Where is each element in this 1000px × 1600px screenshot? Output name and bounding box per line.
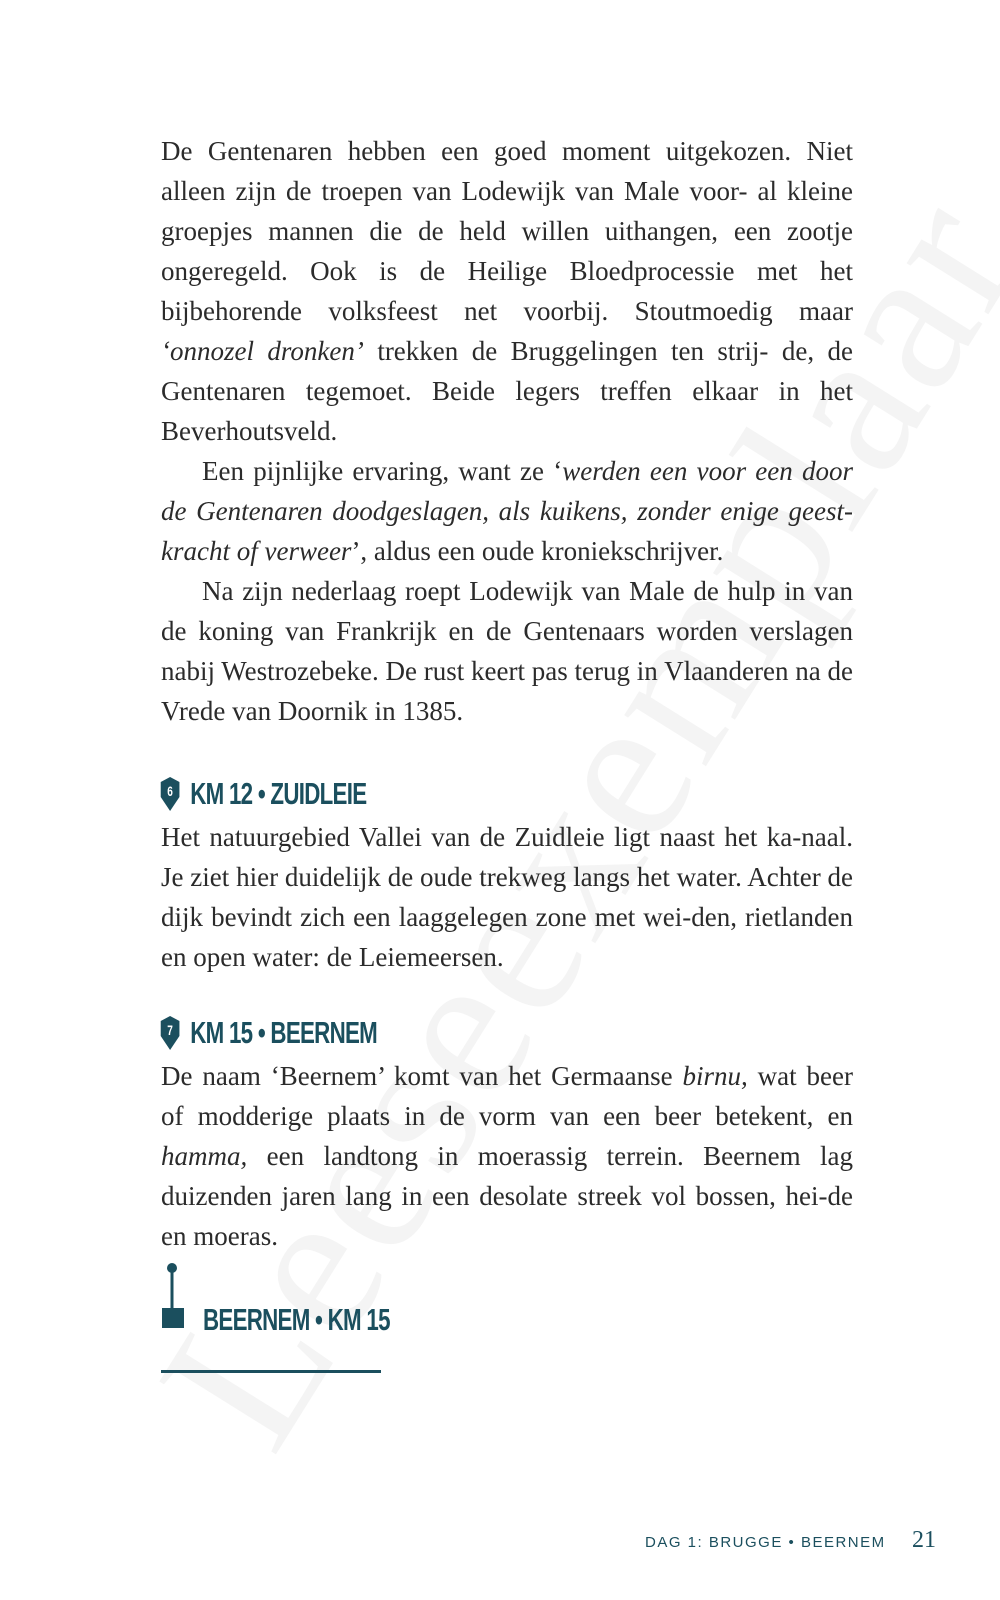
p1-maar: maar (799, 296, 853, 326)
text-start: De naam ‘Beernem’ komt van het Germaanse (161, 1061, 683, 1091)
p1-quote: ‘onnozel dronken’ (161, 336, 364, 366)
p1-after-quote: trekken de Bruggelingen ten strij- (363, 336, 769, 366)
text-mid: wat beer of modderige plaats in de vorm van een beer betekent, en (161, 1061, 853, 1131)
p2-end: ’, aldus een oude kroniekschrijver. (351, 536, 724, 566)
page-number: 21 (912, 1527, 936, 1553)
paragraph-3: Na zijn nederlaag roept Lodewijk van Male de hulp in van de koning van Frankrijk en de Gentenaars worden verslagen nabij Westrozebeke. De rust keert pas terug in Vlaanderen na de Vrede van Doornik in 1385. (161, 576, 853, 726)
section-heading-6 (160, 774, 366, 814)
p1-line: De Gentenaren hebben een goed moment uitgekozen. (161, 136, 792, 166)
text-end: een landtong in moerassig terrein. Beernem lag duizenden jaren lang in een desolate streek vol bossen, hei-de en moeras. (161, 1141, 853, 1251)
running-footer: DAG 1: BRUGGE • BEERNEM (645, 1534, 886, 1551)
route-underline-divider (161, 1370, 381, 1373)
paragraph: Het natuurgebied Vallei van de Zuidleie ligt naast het ka-naal. Je ziet hier duidelijk de oude trekweg langs het water. Achter de dijk bevindt zich een laaggelegen zone met wei-den, rietlanden en open water: de Leiemeersen. (161, 822, 853, 972)
p1-line: een zootje ongeregeld. Ook is de Heilige Bloedprocessie (161, 216, 853, 286)
p1-line: Niet alleen zijn de troepen van Lodewijk van Male voor- (161, 136, 854, 206)
route-end-marker-icon (160, 1262, 186, 1332)
section-6-text (161, 817, 853, 977)
p1-line: de, de Gentenaren tegemoet. Beide legers treffen elkaar in (161, 336, 854, 406)
paragraph (161, 1056, 853, 1256)
p1-line: al kleine groepjes mannen die de held willen uithangen, (161, 176, 853, 246)
p1-line: met het bijbehorende volksfeest net voorbij. Stoutmoedig (161, 256, 854, 326)
paragraph-1 (161, 131, 853, 451)
p2-quote: werden een voor een door de Gentenaren doodgeslagen, als kuikens, zonder enige geest-kracht of verweer (161, 456, 853, 566)
section-heading-7 (160, 1013, 377, 1053)
p2-start: Een pijnlijke ervaring, want ze ‘ (202, 456, 563, 486)
paragraph-2 (161, 451, 853, 571)
italic-term: hamma, (161, 1141, 248, 1171)
section-7-text (161, 1056, 853, 1256)
body-text-block (161, 131, 853, 731)
badge-number: 6 (167, 783, 173, 799)
p1-line: het Beverhoutsveld. (161, 376, 854, 446)
route-end-label: BEERNEM • KM 15 (203, 1302, 390, 1337)
badge-number: 7 (167, 1022, 173, 1038)
location-pin-icon (160, 777, 180, 811)
section-heading-text: KM 15 • BEERNEM (190, 1015, 378, 1050)
location-pin-icon (160, 1016, 180, 1050)
italic-term: birnu, (682, 1061, 748, 1091)
section-heading-text: KM 12 • ZUIDLEIE (190, 776, 367, 811)
